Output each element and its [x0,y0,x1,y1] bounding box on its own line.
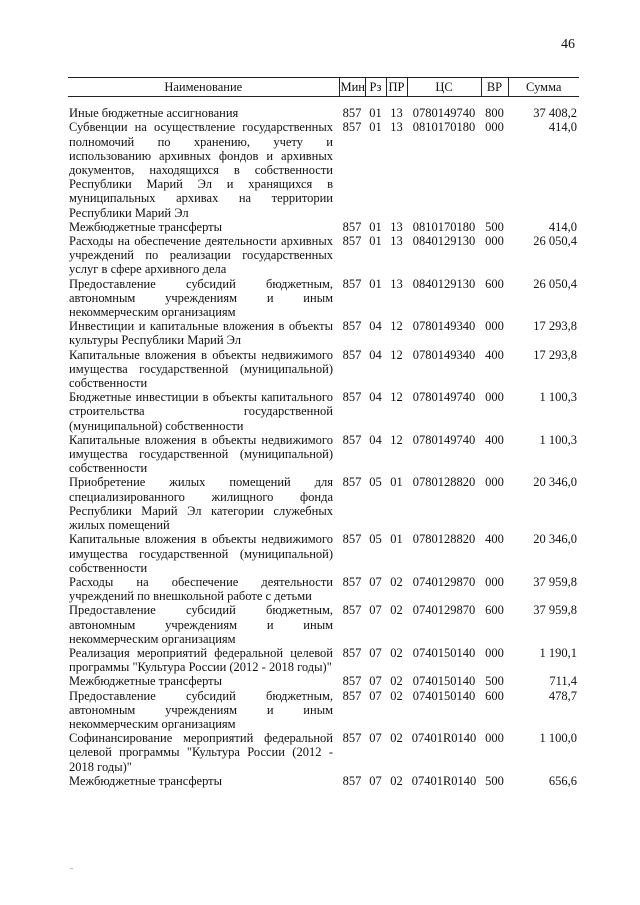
cell-name: Реализация мероприятий федеральной целевой программы "Культура России (2012 - 2018 годы)" [69,645,333,675]
cell-sum: 37 959,8 [533,603,577,618]
cell-cs: 0740150140 [412,674,476,689]
cell-vr: 500 [485,219,504,234]
cell-pr: 01 [390,475,403,490]
cell-vr: 400 [485,532,504,547]
cell-min: 857 [342,532,362,547]
cell-pr: 13 [390,219,403,234]
cell-vr: 000 [485,319,504,334]
cell-name: Расходы на обеспечение деятельности учреждений по внешкольной работе с детьми [69,574,333,604]
cell-sum: 37 408,2 [533,106,577,121]
header-cs: ЦС [407,78,481,97]
cell-vr: 000 [485,574,504,589]
cell-cs: 07401R0140 [411,773,477,788]
header-sum: Сумма [508,78,579,97]
cell-pr: 02 [390,645,403,660]
cell-rz: 07 [369,674,382,689]
cell-name: Капитальные вложения в объекты недвижимого имущества государственной (муниципальной) собственности [69,532,333,575]
cell-rz: 07 [369,773,382,788]
cell-pr: 02 [390,674,403,689]
cell-pr: 02 [390,731,403,746]
cell-pr: 02 [390,688,403,703]
cell-vr: 000 [485,234,504,249]
cell-vr: 000 [485,645,504,660]
table-row [68,348,579,391]
cell-cs: 0810170180 [412,219,476,234]
cell-cs: 0780149740 [412,106,476,121]
cell-name: Приобретение жилых помещений для специализированного жилищного фонда Республики Марий Эл категории служебных жилых помещений [69,475,333,533]
cell-sum: 1 100,3 [539,432,577,447]
cell-vr: 800 [485,106,504,121]
cell-min: 857 [342,219,362,234]
table-row [68,603,579,646]
cell-name: Иные бюджетные ассигнования [69,106,239,121]
cell-name: Межбюджетные трансферты [69,674,223,689]
table-row [68,390,579,433]
table-row [68,97,579,121]
cell-rz: 01 [369,120,382,135]
cell-cs: 0740150140 [412,645,476,660]
cell-pr: 12 [390,319,403,334]
cell-name: Расходы на обеспечение деятельности архивных учреждений по реализации государственных услуг в сфере архивного дела [69,234,333,277]
header-vr: ВР [481,78,508,97]
cell-vr: 400 [485,432,504,447]
header-pr: ПР [386,78,407,97]
cell-rz: 07 [369,574,382,589]
header-name: Наименование [68,78,339,97]
cell-vr: 000 [485,475,504,490]
cell-name: Предоставление субсидий бюджетным, автономным учреждениям и иным некоммерческим организациям [69,276,333,320]
cell-sum: 656,6 [548,773,577,788]
cell-vr: 000 [485,390,504,405]
header-min: Мин [339,78,365,97]
cell-min: 857 [342,475,362,490]
cell-pr: 13 [390,234,403,249]
cell-sum: 1 100,0 [539,731,577,746]
table-row [68,433,579,476]
cell-sum: 1 190,1 [539,645,577,660]
cell-min: 857 [342,674,362,689]
cell-rz: 07 [369,688,382,703]
cell-vr: 000 [485,731,504,746]
cell-name: Межбюджетные трансферты [69,219,223,234]
cell-min: 857 [342,645,362,660]
cell-rz: 04 [369,432,382,447]
cell-name: Капитальные вложения в объекты недвижимого имущества государственной (муниципальной) собственности [69,432,333,476]
table-row [68,774,579,788]
cell-rz: 01 [369,276,382,291]
cell-vr: 600 [485,603,504,618]
cell-min: 857 [342,731,362,746]
cell-vr: 500 [485,674,504,689]
cell-sum: 711,4 [549,674,577,689]
cell-pr: 12 [390,432,403,447]
table-row [68,234,579,277]
cell-pr: 02 [390,603,403,618]
cell-pr: 13 [390,276,403,291]
page-number: 46 [561,37,575,52]
cell-vr: 600 [485,688,504,703]
table-row [68,646,579,674]
cell-cs: 0780149340 [412,347,476,362]
cell-sum: 478,7 [548,688,577,703]
cell-sum: 26 050,4 [533,234,577,249]
cell-sum: 26 050,4 [533,276,577,291]
cell-sum: 17 293,8 [533,319,577,334]
cell-rz: 07 [369,603,382,618]
table-row [68,674,579,688]
cell-min: 857 [342,276,362,291]
cell-cs: 07401R0140 [411,731,477,746]
cell-name: Субвенции на осуществление государственных полномочий по хранению, учету и использованию архивных фондов и архивных документов, находящихся в собственности Республики Марий Эл и хранящихся в муниципальных архивах на территории Республики Марий Эл [69,120,333,220]
table-row [68,689,579,732]
cell-name: Софинансирование мероприятий федеральной целевой программы "Культура России (2012 - 2018 годы)" [69,731,333,774]
cell-min: 857 [342,574,362,589]
cell-cs: 0780128820 [412,475,476,490]
cell-cs: 0780128820 [412,532,476,547]
cell-sum: 37 959,8 [533,574,577,589]
cell-min: 857 [342,120,362,135]
cell-name: Межбюджетные трансферты [69,773,223,788]
table-row [68,277,579,320]
budget-table [68,77,579,788]
cell-sum: 17 293,8 [533,347,577,362]
cell-rz: 04 [369,319,382,334]
cell-pr: 13 [390,120,403,135]
cell-min: 857 [342,347,362,362]
cell-sum: 20 346,0 [533,475,577,490]
cell-cs: 0780149740 [412,432,476,447]
cell-pr: 12 [390,390,403,405]
cell-rz: 04 [369,347,382,362]
table-row [68,220,579,234]
cell-name: Бюджетные инвестиции в объекты капитального строительства государственной (муниципальной) собственности [69,390,333,433]
table-row [68,475,579,532]
cell-rz: 04 [369,390,382,405]
cell-cs: 0840129130 [412,276,476,291]
cell-rz: 05 [369,475,382,490]
scan-mark [70,868,73,869]
cell-vr: 400 [485,347,504,362]
cell-vr: 500 [485,773,504,788]
cell-pr: 13 [390,106,403,121]
cell-cs: 0740129870 [412,603,476,618]
cell-min: 857 [342,319,362,334]
table-row [68,120,579,219]
cell-min: 857 [342,773,362,788]
cell-sum: 1 100,3 [539,390,577,405]
cell-min: 857 [342,432,362,447]
table-header-row [68,78,579,97]
cell-cs: 0740129870 [412,574,476,589]
cell-rz: 07 [369,645,382,660]
cell-cs: 0810170180 [412,120,476,135]
table-row [68,575,579,603]
cell-min: 857 [342,106,362,121]
cell-pr: 02 [390,773,403,788]
cell-sum: 20 346,0 [533,532,577,547]
cell-cs: 0780149740 [412,390,476,405]
cell-pr: 01 [390,532,403,547]
cell-rz: 07 [369,731,382,746]
table-row [68,532,579,575]
cell-cs: 0740150140 [412,688,476,703]
cell-cs: 0780149340 [412,319,476,334]
cell-name: Предоставление субсидий бюджетным, автономным учреждениям и иным некоммерческим организациям [69,603,333,646]
table-body [68,97,579,788]
cell-pr: 02 [390,574,403,589]
cell-sum: 414,0 [548,120,577,135]
header-rz: Рз [365,78,386,97]
cell-cs: 0840129130 [412,234,476,249]
cell-rz: 01 [369,106,382,121]
table-row [68,731,579,774]
cell-sum: 414,0 [548,219,577,234]
cell-vr: 000 [485,120,504,135]
cell-name: Инвестиции и капитальные вложения в объекты культуры Республики Марий Эл [69,319,333,348]
cell-vr: 600 [485,276,504,291]
cell-rz: 01 [369,219,382,234]
cell-rz: 01 [369,234,382,249]
cell-min: 857 [342,234,362,249]
cell-pr: 12 [390,347,403,362]
cell-min: 857 [342,390,362,405]
table-row [68,319,579,347]
cell-min: 857 [342,688,362,703]
cell-name: Предоставление субсидий бюджетным, автономным учреждениям и иным некоммерческим организациям [69,688,333,731]
cell-min: 857 [342,603,362,618]
cell-name: Капитальные вложения в объекты недвижимого имущества государственной (муниципальной) собственности [69,347,333,391]
cell-rz: 05 [369,532,382,547]
